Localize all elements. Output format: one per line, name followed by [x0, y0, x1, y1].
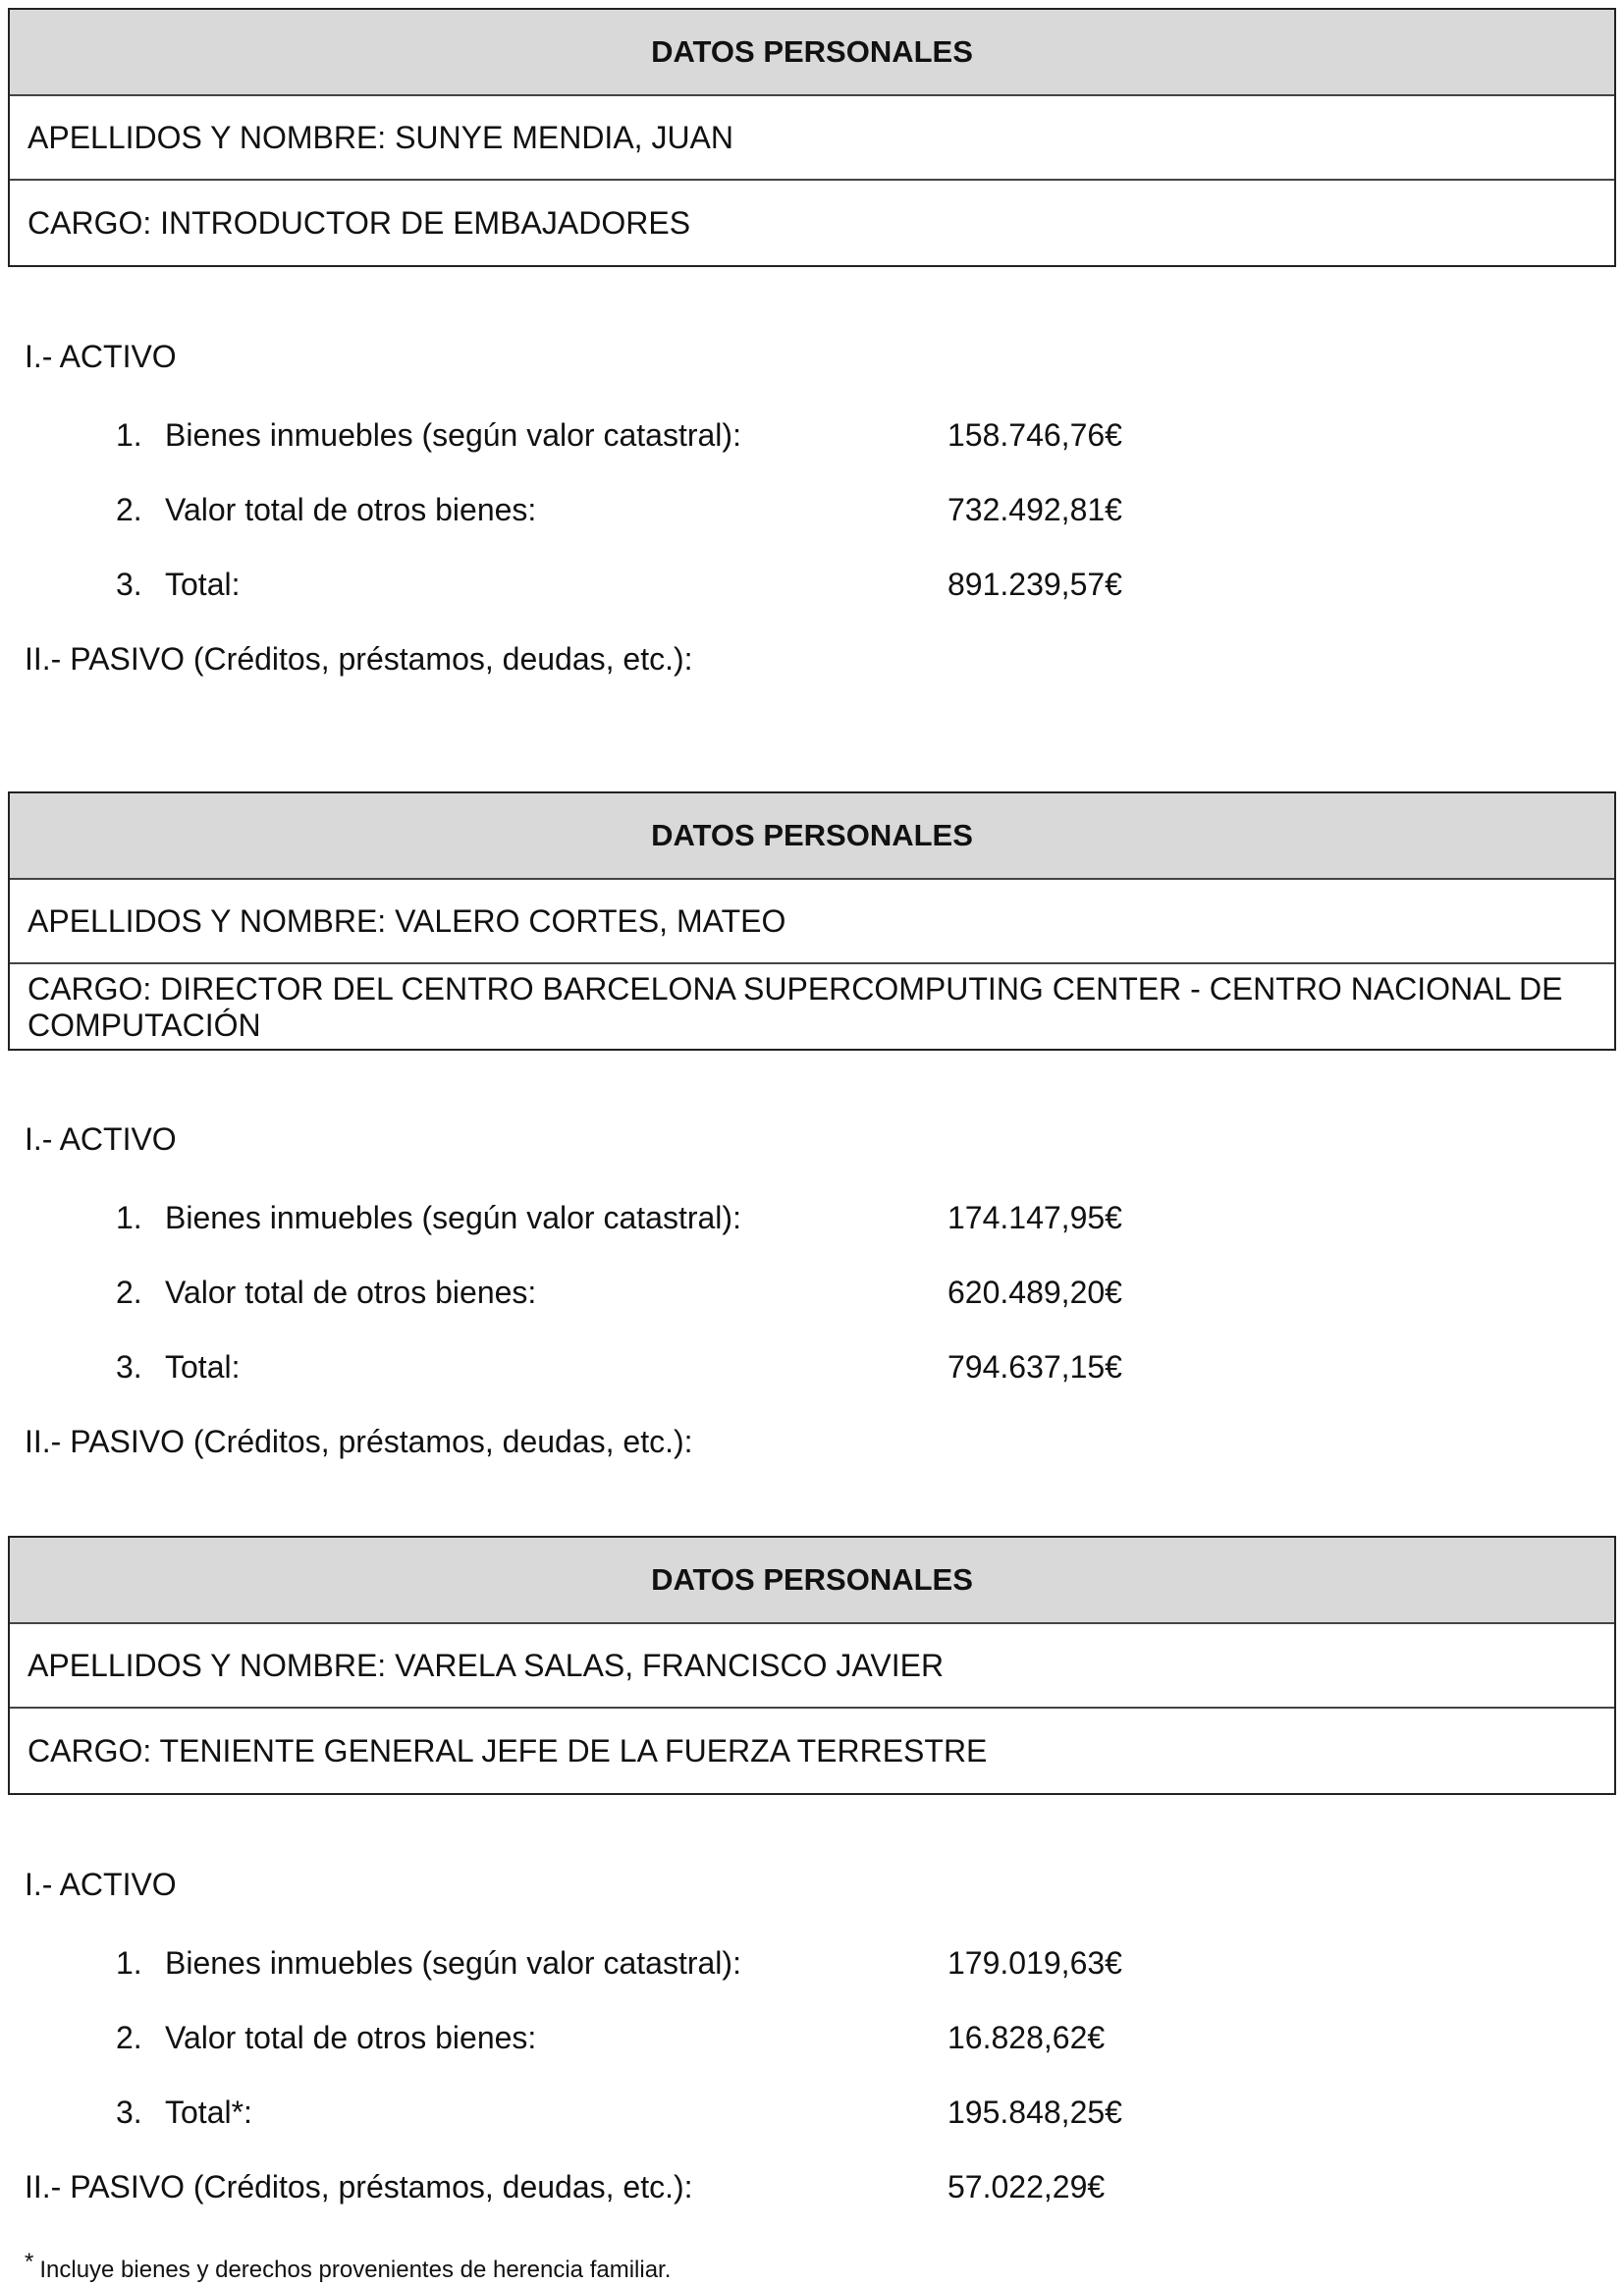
pasivo-value: 57.022,29€	[947, 2169, 1106, 2204]
item-label: Valor total de otros bienes:	[165, 2020, 537, 2055]
cargo-row: CARGO: DIRECTOR DEL CENTRO BARCELONA SUPERCOMPUTING CENTER - CENTRO NACIONAL DE COMPUTACIÓN	[27, 971, 1563, 1043]
list-item	[116, 1945, 741, 1982]
cargo-row: CARGO: TENIENTE GENERAL JEFE DE LA FUERZA TERRESTRE	[27, 1732, 988, 1769]
item-label: Bienes inmuebles (según valor catastral):	[165, 1945, 741, 1981]
list-item	[116, 567, 240, 603]
footnote	[25, 2249, 671, 2284]
activo-heading: I.- ACTIVO	[25, 339, 177, 374]
item-number: 2.	[116, 492, 142, 527]
item-value: 732.492,81€	[947, 492, 1122, 527]
list-item	[116, 1200, 741, 1236]
item-number: 2.	[116, 2020, 142, 2055]
item-number: 1.	[116, 1945, 142, 1981]
item-value: 794.637,15€	[947, 1349, 1122, 1385]
item-number: 3.	[116, 2095, 142, 2130]
item-label: Total:	[165, 567, 241, 602]
item-label: Bienes inmuebles (según valor catastral):	[165, 417, 741, 453]
item-value: 179.019,63€	[947, 1945, 1122, 1981]
list-item	[116, 2020, 536, 2056]
item-number: 1.	[116, 417, 142, 453]
pasivo-heading: II.- PASIVO (Créditos, préstamos, deudas, etc.):	[25, 641, 693, 677]
item-label: Bienes inmuebles (según valor catastral):	[165, 1200, 741, 1235]
pasivo-heading: II.- PASIVO (Créditos, préstamos, deudas, etc.):	[25, 2169, 693, 2204]
table-header: DATOS PERSONALES	[10, 10, 1614, 96]
item-number: 3.	[116, 1349, 142, 1385]
item-label: Valor total de otros bienes:	[165, 492, 537, 527]
list-item	[116, 1275, 536, 1311]
footnote-text: Incluye bienes y derechos provenientes de herencia familiar.	[39, 2257, 672, 2283]
name-row: APELLIDOS Y NOMBRE: VARELA SALAS, FRANCISCO JAVIER	[10, 1624, 1614, 1709]
item-label: Valor total de otros bienes:	[165, 1275, 537, 1310]
item-value: 195.848,25€	[947, 2095, 1122, 2130]
activo-heading: I.- ACTIVO	[25, 1867, 177, 1902]
name-row: APELLIDOS Y NOMBRE: SUNYE MENDIA, JUAN	[10, 96, 1614, 181]
personal-data-table	[8, 1536, 1616, 1795]
table-header: DATOS PERSONALES	[10, 1538, 1614, 1624]
list-item	[116, 492, 536, 528]
item-value: 891.239,57€	[947, 567, 1122, 602]
item-number: 1.	[116, 1200, 142, 1235]
cargo-row: CARGO: INTRODUCTOR DE EMBAJADORES	[27, 204, 691, 241]
item-value: 620.489,20€	[947, 1275, 1122, 1310]
item-label: Total:	[165, 1349, 241, 1385]
list-item	[116, 417, 741, 454]
item-value: 174.147,95€	[947, 1200, 1122, 1235]
list-item	[116, 2095, 252, 2131]
item-value: 16.828,62€	[947, 2020, 1106, 2055]
item-number: 2.	[116, 1275, 142, 1310]
item-label: Total*:	[165, 2095, 252, 2130]
name-row: APELLIDOS Y NOMBRE: VALERO CORTES, MATEO	[10, 880, 1614, 964]
item-value: 158.746,76€	[947, 417, 1122, 453]
personal-data-table	[8, 791, 1616, 1051]
pasivo-heading: II.- PASIVO (Créditos, préstamos, deudas, etc.):	[25, 1424, 693, 1459]
footnote-mark: *	[25, 2249, 34, 2275]
activo-heading: I.- ACTIVO	[25, 1121, 177, 1157]
item-number: 3.	[116, 567, 142, 602]
table-header: DATOS PERSONALES	[10, 793, 1614, 880]
personal-data-table	[8, 8, 1616, 267]
list-item	[116, 1349, 240, 1386]
